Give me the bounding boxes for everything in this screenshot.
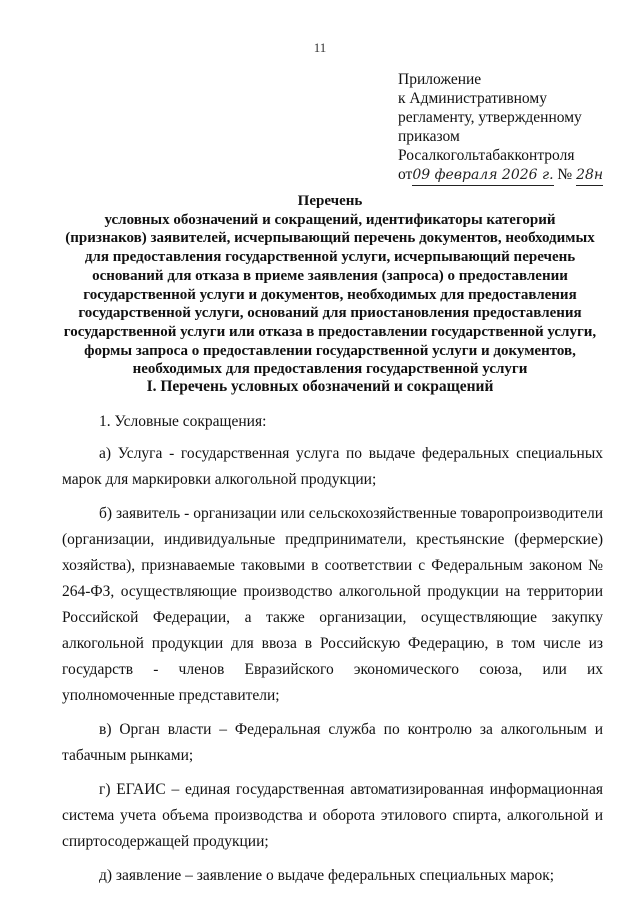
appendix-line: Приложение [398,71,482,88]
number-prefix: № [557,166,573,183]
title-line: государственной услуги и документов, необходимых для предоставления [83,286,577,303]
title-line: Перечень [297,193,363,209]
paragraph-conditions: 1. Условные сокращения: [99,413,267,430]
document-body [62,409,603,897]
section-heading: I. Перечень условных обозначений и сокращений [146,378,494,395]
date-prefix: от [398,166,413,183]
appendix-line: регламенту, утвержденному [398,109,582,126]
document-title [50,192,610,379]
title-line: необходимых для предоставления государственной услуги [132,361,528,378]
paragraph-a: а) Услуга - государственная услуга по выдаче федеральных специальных марок для маркировки алкогольной продукции; [62,445,603,488]
appendix-line: приказом [398,128,460,145]
paragraph-b: б) заявитель - организации или сельскохозяйственные товаропроизводители (организации, индивидуальные предприниматели, крестьянские (фермерские) хозяйства), признаваемые таковыми в соответствии с Федеральным законом № 264-ФЗ, осуществляющие производство алкогольной продукции на территории Российской Федерации, а также организации, осуществляющие закупку алкогольной продукции для ввоза в Российскую Федерацию, в том числе из государств - членов Евразийского экономического союза, или их уполномоченные представители; [62,505,603,704]
title-line: формы запроса о предоставлении государственной услуги и документов, [84,342,576,359]
page-number: 11 [313,40,327,55]
handwritten-date: 09 февраля 2026 г. [412,166,553,186]
handwritten-number: 28н [576,166,603,186]
title-line: условных обозначений и сокращений, идентификаторы категорий [104,211,556,228]
paragraph-g: г) ЕГАИС – единая государственная автоматизированная информационная система учета объема производства и оборота этилового спирта, алкогольной и спиртосодержащей продукции; [62,781,603,850]
title-line: государственной услуги или отказа в предоставлении государственной услуги, [63,323,597,340]
paragraph-v: в) Орган власти – Федеральная служба по контролю за алкогольным и табачным рынками; [62,721,603,764]
paragraph-d: д) заявление – заявление о выдаче федеральных специальных марок; [99,867,555,884]
title-line: оснований для отказа в приеме заявления (запроса) о предоставлении [92,267,568,284]
appendix-date-line [398,165,633,186]
appendix-line: Росалкогольтабакконтроля [398,147,575,164]
title-line: для предоставления государственной услуги, исчерпывающий перечень [84,249,576,266]
appendix-block [398,70,633,186]
title-line: государственной услуги, оснований для приостановления предоставления [78,305,582,322]
appendix-line: к Административному [398,90,547,107]
title-line: (признаков) заявителей, исчерпывающий перечень документов, необходимых [65,230,595,247]
